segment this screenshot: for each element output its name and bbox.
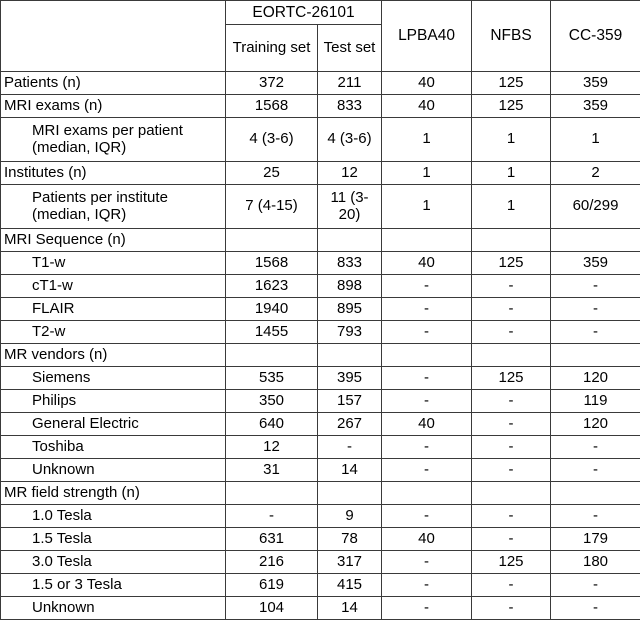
cell-nfbs: 1 — [472, 118, 551, 162]
row-label: Unknown — [1, 597, 226, 620]
cell-test_set: 11 (3-20) — [318, 185, 382, 229]
row-label: MR vendors (n) — [1, 344, 226, 367]
table-row — [1, 505, 640, 528]
table-row — [1, 482, 640, 505]
cell-nfbs: - — [472, 574, 551, 597]
table-row — [1, 574, 640, 597]
cell-training_set: 216 — [226, 551, 318, 574]
cell-test_set: 14 — [318, 459, 382, 482]
cell-lpba40 — [382, 229, 472, 252]
row-label: Unknown — [1, 459, 226, 482]
cell-training_set — [226, 344, 318, 367]
cell-lpba40: - — [382, 390, 472, 413]
cell-lpba40: 1 — [382, 185, 472, 229]
cell-nfbs: - — [472, 528, 551, 551]
header-row-groups — [1, 1, 640, 25]
cell-training_set: 25 — [226, 162, 318, 185]
cell-cc359: 359 — [551, 95, 640, 118]
cell-cc359: 119 — [551, 390, 640, 413]
table-row — [1, 528, 640, 551]
cell-test_set: 12 — [318, 162, 382, 185]
table-row — [1, 252, 640, 275]
cell-nfbs — [472, 482, 551, 505]
cell-lpba40: - — [382, 298, 472, 321]
row-label: Patients (n) — [1, 72, 226, 95]
cell-lpba40: - — [382, 459, 472, 482]
cell-nfbs: - — [472, 298, 551, 321]
cell-nfbs: 1 — [472, 185, 551, 229]
cell-lpba40: 40 — [382, 95, 472, 118]
cell-nfbs: - — [472, 597, 551, 620]
row-label: MRI exams (n) — [1, 95, 226, 118]
row-label: Philips — [1, 390, 226, 413]
cell-lpba40: - — [382, 321, 472, 344]
cell-test_set: 793 — [318, 321, 382, 344]
cell-lpba40: - — [382, 436, 472, 459]
cell-test_set — [318, 482, 382, 505]
table-body — [1, 72, 640, 620]
cell-training_set: 1455 — [226, 321, 318, 344]
cell-lpba40: - — [382, 367, 472, 390]
row-label: cT1-w — [1, 275, 226, 298]
row-label: Institutes (n) — [1, 162, 226, 185]
cell-lpba40: - — [382, 275, 472, 298]
cell-nfbs: 125 — [472, 95, 551, 118]
cell-test_set: 4 (3-6) — [318, 118, 382, 162]
table-header — [1, 1, 640, 72]
cell-test_set — [318, 229, 382, 252]
cell-training_set: 372 — [226, 72, 318, 95]
cell-test_set — [318, 344, 382, 367]
cell-test_set: 157 — [318, 390, 382, 413]
cell-cc359: 180 — [551, 551, 640, 574]
cell-cc359: 179 — [551, 528, 640, 551]
table-row — [1, 459, 640, 482]
row-label: T1-w — [1, 252, 226, 275]
cell-test_set: 317 — [318, 551, 382, 574]
row-label: 3.0 Tesla — [1, 551, 226, 574]
cell-cc359 — [551, 344, 640, 367]
cell-nfbs: 125 — [472, 551, 551, 574]
table-row — [1, 275, 640, 298]
table-row — [1, 597, 640, 620]
row-label: T2-w — [1, 321, 226, 344]
cell-cc359: - — [551, 574, 640, 597]
cell-nfbs — [472, 344, 551, 367]
cell-test_set: 78 — [318, 528, 382, 551]
cell-cc359: - — [551, 321, 640, 344]
table-row — [1, 367, 640, 390]
table-row — [1, 72, 640, 95]
table-row — [1, 95, 640, 118]
cell-nfbs: - — [472, 275, 551, 298]
cell-lpba40: 1 — [382, 118, 472, 162]
cell-cc359: - — [551, 298, 640, 321]
cell-lpba40: - — [382, 574, 472, 597]
cell-test_set: 895 — [318, 298, 382, 321]
cell-training_set: - — [226, 505, 318, 528]
header-column-lpba40: LPBA40 — [382, 1, 472, 72]
cell-test_set: 267 — [318, 413, 382, 436]
table-row — [1, 390, 640, 413]
cell-test_set: - — [318, 436, 382, 459]
row-label: 1.5 or 3 Tesla — [1, 574, 226, 597]
cell-training_set: 640 — [226, 413, 318, 436]
cell-training_set: 104 — [226, 597, 318, 620]
cell-training_set: 1940 — [226, 298, 318, 321]
cell-training_set: 1568 — [226, 252, 318, 275]
cell-lpba40: 40 — [382, 528, 472, 551]
cell-training_set: 7 (4-15) — [226, 185, 318, 229]
cell-training_set: 535 — [226, 367, 318, 390]
row-label: Toshiba — [1, 436, 226, 459]
cell-cc359: 120 — [551, 413, 640, 436]
header-subcolumn-test-set: Test set — [318, 25, 382, 72]
cell-test_set: 14 — [318, 597, 382, 620]
cell-nfbs: - — [472, 436, 551, 459]
cell-nfbs — [472, 229, 551, 252]
row-label: MR field strength (n) — [1, 482, 226, 505]
cell-lpba40: - — [382, 505, 472, 528]
cell-nfbs: - — [472, 459, 551, 482]
table-row — [1, 321, 640, 344]
cell-nfbs: - — [472, 505, 551, 528]
cell-cc359: - — [551, 459, 640, 482]
cell-training_set: 619 — [226, 574, 318, 597]
cell-test_set: 415 — [318, 574, 382, 597]
cell-training_set: 12 — [226, 436, 318, 459]
cell-training_set: 631 — [226, 528, 318, 551]
cell-cc359: 2 — [551, 162, 640, 185]
table-row — [1, 344, 640, 367]
header-column-cc359: CC-359 — [551, 1, 640, 72]
cell-nfbs: 125 — [472, 72, 551, 95]
row-label: MRI exams per patient (median, IQR) — [1, 118, 226, 162]
row-label: 1.5 Tesla — [1, 528, 226, 551]
row-label: 1.0 Tesla — [1, 505, 226, 528]
table-row — [1, 413, 640, 436]
cell-cc359: - — [551, 275, 640, 298]
cell-test_set: 898 — [318, 275, 382, 298]
row-label: Patients per institute (median, IQR) — [1, 185, 226, 229]
table-row — [1, 229, 640, 252]
row-label: FLAIR — [1, 298, 226, 321]
header-subcolumn-training-set: Training set — [226, 25, 318, 72]
row-label: MRI Sequence (n) — [1, 229, 226, 252]
cell-lpba40: 1 — [382, 162, 472, 185]
cell-nfbs: 125 — [472, 252, 551, 275]
cell-lpba40: 40 — [382, 252, 472, 275]
cell-training_set: 350 — [226, 390, 318, 413]
cell-lpba40: 40 — [382, 413, 472, 436]
table-row — [1, 118, 640, 162]
cell-cc359: - — [551, 505, 640, 528]
cell-cc359: - — [551, 597, 640, 620]
cell-lpba40: - — [382, 551, 472, 574]
cell-test_set: 833 — [318, 95, 382, 118]
cell-test_set: 211 — [318, 72, 382, 95]
row-label: General Electric — [1, 413, 226, 436]
header-corner-blank — [1, 1, 226, 72]
cell-cc359: 60/299 — [551, 185, 640, 229]
cell-training_set — [226, 229, 318, 252]
cell-training_set: 1623 — [226, 275, 318, 298]
row-label: Siemens — [1, 367, 226, 390]
table-row — [1, 298, 640, 321]
cell-cc359: 359 — [551, 72, 640, 95]
cell-nfbs: - — [472, 413, 551, 436]
cell-nfbs: 1 — [472, 162, 551, 185]
cell-test_set: 395 — [318, 367, 382, 390]
header-column-nfbs: NFBS — [472, 1, 551, 72]
cell-nfbs: - — [472, 390, 551, 413]
cell-cc359: - — [551, 436, 640, 459]
table-row — [1, 162, 640, 185]
cell-training_set: 31 — [226, 459, 318, 482]
cell-lpba40: - — [382, 597, 472, 620]
table-row — [1, 436, 640, 459]
table-row — [1, 551, 640, 574]
cell-cc359 — [551, 482, 640, 505]
table-row — [1, 185, 640, 229]
cell-cc359 — [551, 229, 640, 252]
cell-training_set: 4 (3-6) — [226, 118, 318, 162]
cell-nfbs: - — [472, 321, 551, 344]
cell-lpba40: 40 — [382, 72, 472, 95]
cell-lpba40 — [382, 482, 472, 505]
cell-training_set: 1568 — [226, 95, 318, 118]
cell-nfbs: 125 — [472, 367, 551, 390]
cell-cc359: 1 — [551, 118, 640, 162]
cell-lpba40 — [382, 344, 472, 367]
cell-test_set: 9 — [318, 505, 382, 528]
cell-cc359: 359 — [551, 252, 640, 275]
header-group-eortc: EORTC-26101 — [226, 1, 382, 25]
cell-test_set: 833 — [318, 252, 382, 275]
cell-cc359: 120 — [551, 367, 640, 390]
cell-training_set — [226, 482, 318, 505]
